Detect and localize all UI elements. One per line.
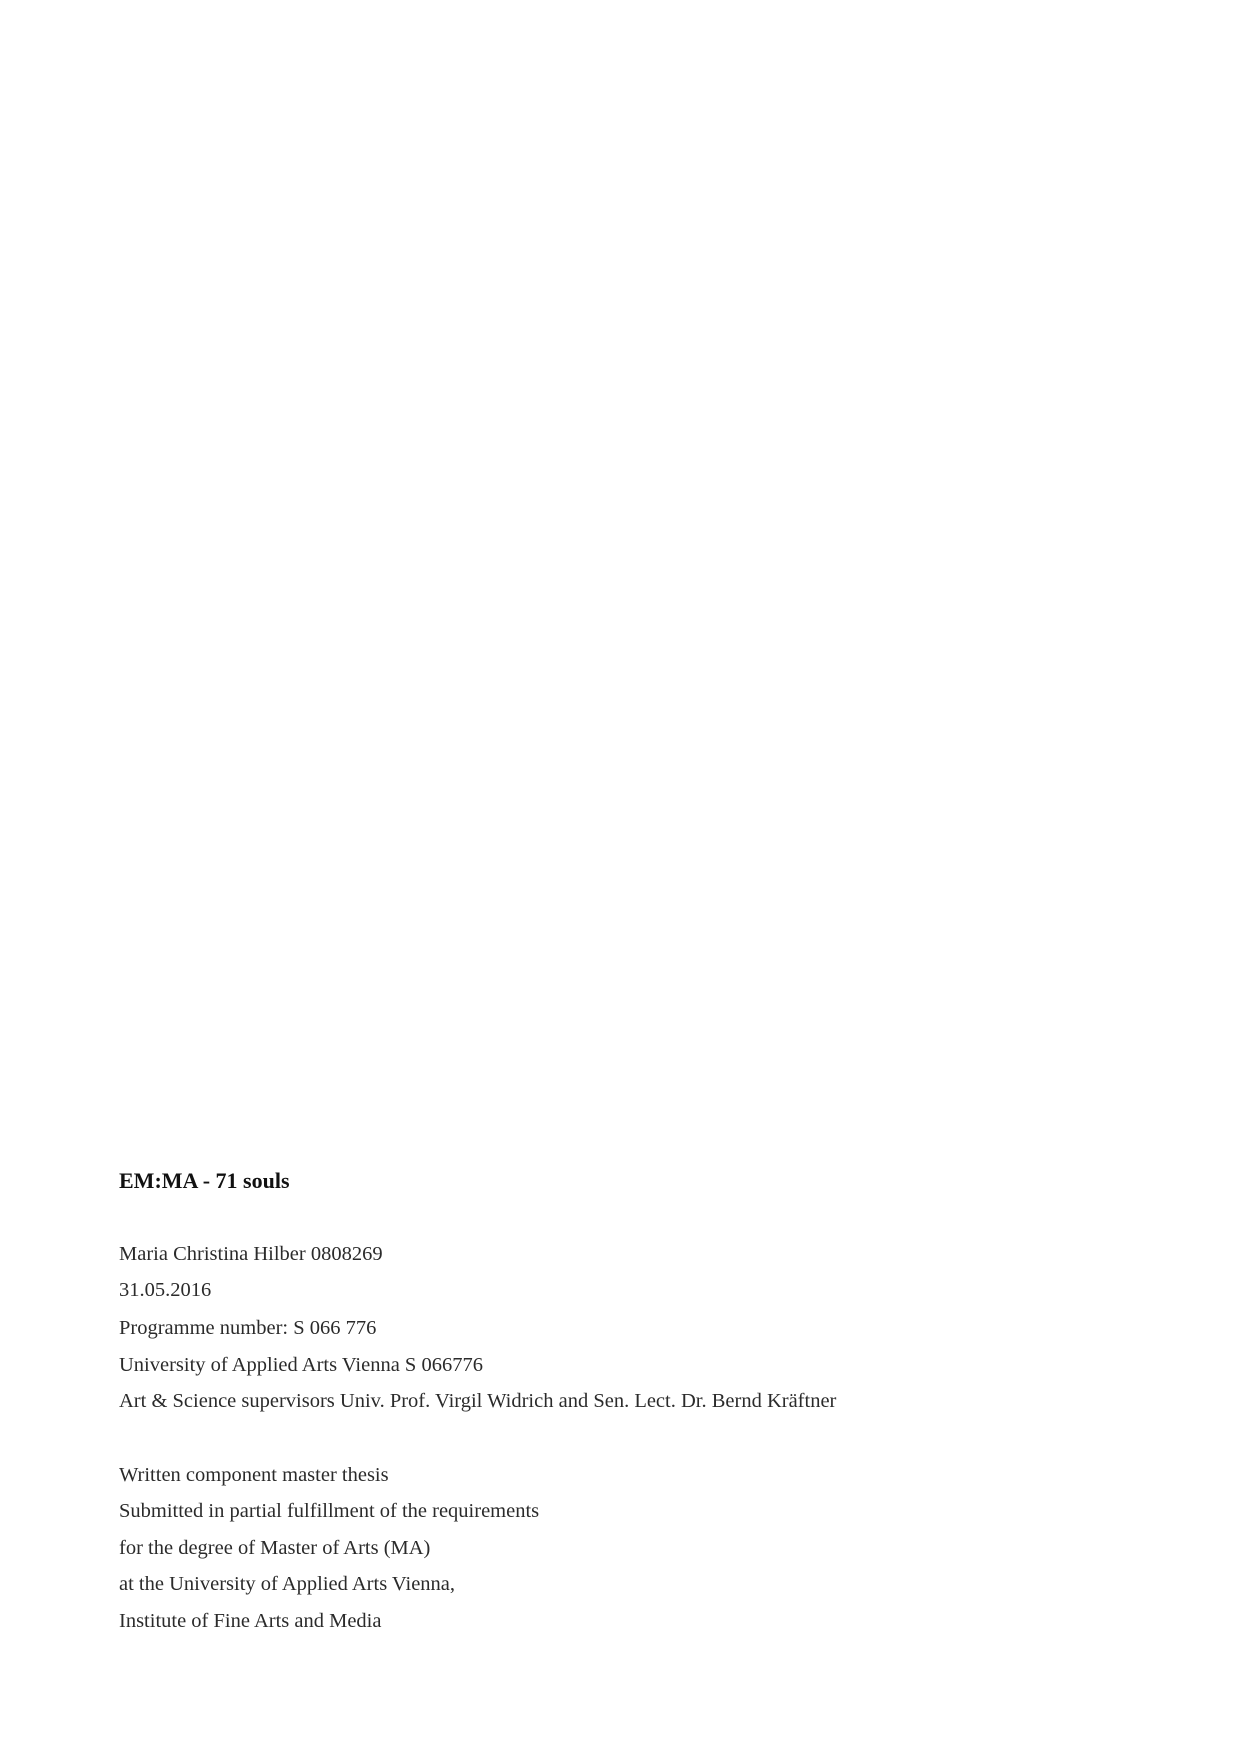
programme-number: Programme number: S 066 776 (119, 1317, 377, 1339)
institution-line: at the University of Applied Arts Vienna, (119, 1573, 456, 1595)
degree-line: for the degree of Master of Arts (MA) (119, 1537, 431, 1559)
institute-line: Institute of Fine Arts and Media (119, 1610, 382, 1632)
supervisors-line: Art & Science supervisors Univ. Prof. Virgil Widrich and Sen. Lect. Dr. Bernd Kräftner (119, 1390, 837, 1412)
university-line: University of Applied Arts Vienna S 066776 (119, 1354, 483, 1376)
author-name: Maria Christina Hilber 0808269 (119, 1243, 383, 1265)
document-title: EM:MA - 71 souls (119, 1168, 290, 1193)
submission-date: 31.05.2016 (119, 1279, 212, 1301)
fulfillment-line: Submitted in partial fulfillment of the requirements (119, 1500, 540, 1522)
thesis-type-line: Written component master thesis (119, 1464, 389, 1486)
